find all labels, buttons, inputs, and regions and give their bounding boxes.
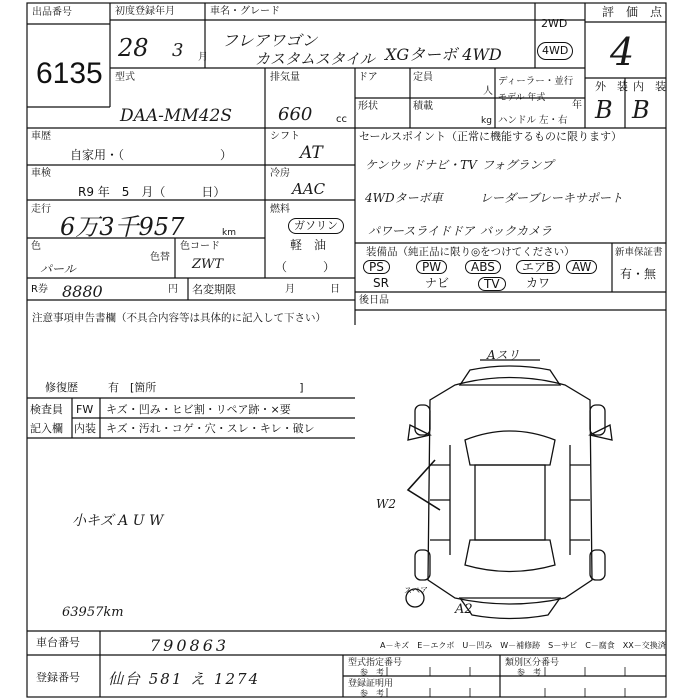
shift-value: AT bbox=[300, 143, 323, 163]
ext-label: 外 装 bbox=[595, 80, 628, 93]
diagram-corner-note: A2 bbox=[455, 602, 473, 617]
car-grade: XGターボ 4WD bbox=[385, 45, 502, 64]
cooler-label: 冷房 bbox=[270, 168, 290, 179]
score-label: 評 価 点 bbox=[602, 5, 663, 19]
cc-unit: cc bbox=[336, 114, 347, 125]
drive-2wd: 2WD bbox=[541, 17, 568, 30]
repair-label: 修復歴 bbox=[45, 381, 78, 394]
displacement-label: 排気量 bbox=[270, 72, 300, 83]
cooler-value: AAC bbox=[292, 180, 326, 198]
registration-value: 仙台 581 え 1274 bbox=[108, 670, 261, 688]
sales-point-4: レーダーブレーキサポート bbox=[480, 191, 623, 205]
category-label: 類別区分番号 bbox=[505, 658, 560, 668]
chassis-value: 790863 bbox=[150, 636, 230, 655]
damage-legend: A－キズ E－エクボ U－凹み W－補修跡 S－サビ C－腐食 XX－交換済 bbox=[380, 641, 666, 650]
drive-4wd-circled: 4WD bbox=[537, 42, 573, 60]
category-ref: 参 考 bbox=[517, 668, 541, 677]
displacement-value: 660 bbox=[278, 104, 313, 125]
first-reg-year: 28 bbox=[118, 34, 149, 62]
entry-label: 記入欄 bbox=[30, 422, 63, 435]
mileage-label: 走行 bbox=[31, 204, 51, 215]
sales-point-1: ケンウッドナビ・TV bbox=[365, 158, 477, 172]
int-label: 内 装 bbox=[633, 80, 666, 93]
equip-navi: ナビ bbox=[425, 276, 450, 290]
km-unit: km bbox=[222, 228, 236, 238]
expiry-month-unit: 月 bbox=[285, 284, 295, 295]
later-items-label: 後日品 bbox=[359, 295, 389, 306]
equip-abs: ABS bbox=[465, 260, 501, 274]
fuel-label: 燃料 bbox=[270, 204, 290, 215]
color-value: パール bbox=[40, 262, 76, 276]
load-label: 積載 bbox=[413, 101, 433, 112]
history-label: 車歴 bbox=[31, 131, 51, 142]
month-unit: 月 bbox=[198, 52, 208, 63]
sales-title: セールスポイント（正常に機能するものに限ります） bbox=[359, 130, 623, 143]
model-label: 型式 bbox=[115, 72, 135, 83]
interior-label: 内装 bbox=[74, 422, 96, 435]
inspector-label: 検査員 bbox=[30, 403, 63, 416]
history-value: 自家用・（ ） bbox=[70, 148, 233, 162]
sales-point-2: フォグランプ bbox=[482, 158, 554, 172]
inspection-value: R9 年 5 月（ 日） bbox=[78, 185, 226, 199]
car-name-line2: カスタムスタイル bbox=[255, 50, 375, 68]
ext-score: B bbox=[595, 96, 613, 124]
mileage-note: 63957km bbox=[62, 605, 124, 620]
warranty-label: 新車保証書 bbox=[615, 247, 663, 258]
type-cert-ref: 参 考 bbox=[360, 668, 384, 677]
diagram-side-note: W2 bbox=[376, 497, 396, 511]
recycle-label: R券 bbox=[31, 284, 48, 295]
reg-cert-ref: 参 考 bbox=[360, 689, 384, 698]
equip-airbag: エアB bbox=[516, 260, 560, 274]
car-name-line1: フレアワゴン bbox=[222, 31, 318, 50]
recycle-value: 8880 bbox=[62, 282, 103, 301]
int-score: B bbox=[632, 96, 650, 124]
equip-sr: SR bbox=[373, 276, 389, 290]
interior-items: キズ・汚れ・コゲ・穴・スレ・キレ・破レ bbox=[106, 422, 315, 435]
registration-label: 登録番号 bbox=[36, 671, 80, 684]
capacity-label: 定員 bbox=[413, 72, 433, 83]
persons-unit: 人 bbox=[483, 86, 493, 97]
equip-pw: PW bbox=[416, 260, 447, 274]
kg-unit: kg bbox=[481, 116, 492, 126]
lot-number: 6135 bbox=[36, 57, 103, 90]
color-code-value: ZWT bbox=[192, 257, 224, 272]
color-change-label: 色替 bbox=[150, 252, 170, 263]
shift-label: シフト bbox=[270, 131, 300, 142]
fuel-other: （ ） bbox=[275, 260, 336, 274]
sales-point-3: 4WDターボ車 bbox=[365, 191, 443, 205]
lot-label: 出品番号 bbox=[32, 7, 72, 18]
sales-point-6: バックカメラ bbox=[480, 224, 553, 238]
fuel-gasoline-circled: ガソリン bbox=[288, 218, 344, 234]
equipment-title: 装備品（純正品に限り◎をつけてください） bbox=[366, 246, 575, 258]
warranty-value: 有・無 bbox=[620, 267, 657, 281]
yen-unit: 円 bbox=[168, 284, 178, 295]
name-grade-label: 車名・グレード bbox=[210, 6, 280, 17]
handle-label: ハンドル 左・右 bbox=[498, 115, 568, 126]
model-year-label: モデル 年式 bbox=[498, 93, 546, 103]
equip-aw: AW bbox=[566, 260, 597, 274]
year-unit: 年 bbox=[572, 100, 582, 111]
first-reg-label: 初度登録年月 bbox=[115, 6, 175, 17]
reg-cert-label: 登録証明用 bbox=[348, 679, 394, 689]
fw-items: キズ・凹み・ヒビ割・リペア跡・×要 bbox=[106, 403, 291, 416]
equip-ps: PS bbox=[363, 260, 390, 274]
fw-label: FW bbox=[76, 403, 94, 416]
mileage-value: 6万3千957 bbox=[60, 213, 185, 241]
first-reg-month: 3 bbox=[172, 40, 184, 61]
diagram-front-note: Aスリ bbox=[487, 348, 520, 362]
fuel-diesel: 軽 油 bbox=[290, 238, 327, 252]
color-code-label: 色コード bbox=[180, 241, 220, 252]
handwritten-note: 小キズ A U W bbox=[72, 513, 164, 529]
inspection-label: 車検 bbox=[31, 168, 51, 179]
model-value: DAA-MM42S bbox=[120, 106, 233, 126]
score-value: 4 bbox=[610, 30, 635, 74]
door-label: ドア bbox=[358, 72, 378, 83]
color-label: 色 bbox=[31, 241, 41, 252]
repair-value: 有 [箇所 ] bbox=[108, 381, 304, 394]
expiry-label: 名変期限 bbox=[192, 283, 236, 296]
chassis-label: 車台番号 bbox=[36, 636, 80, 649]
diagram-spare-label: スペア bbox=[404, 586, 428, 595]
dealer-label: ディーラー・並行 bbox=[498, 76, 574, 87]
expiry-day-unit: 日 bbox=[330, 284, 340, 295]
sales-point-5: パワースライドドア bbox=[368, 224, 475, 238]
equip-leather: カワ bbox=[526, 276, 551, 290]
equip-tv: TV bbox=[478, 277, 506, 291]
type-cert-label: 型式指定番号 bbox=[348, 658, 403, 668]
shape-label: 形状 bbox=[358, 101, 378, 112]
notes-title: 注意事項申告書欄（不具合内容等は具体的に記入して下さい） bbox=[32, 312, 326, 324]
